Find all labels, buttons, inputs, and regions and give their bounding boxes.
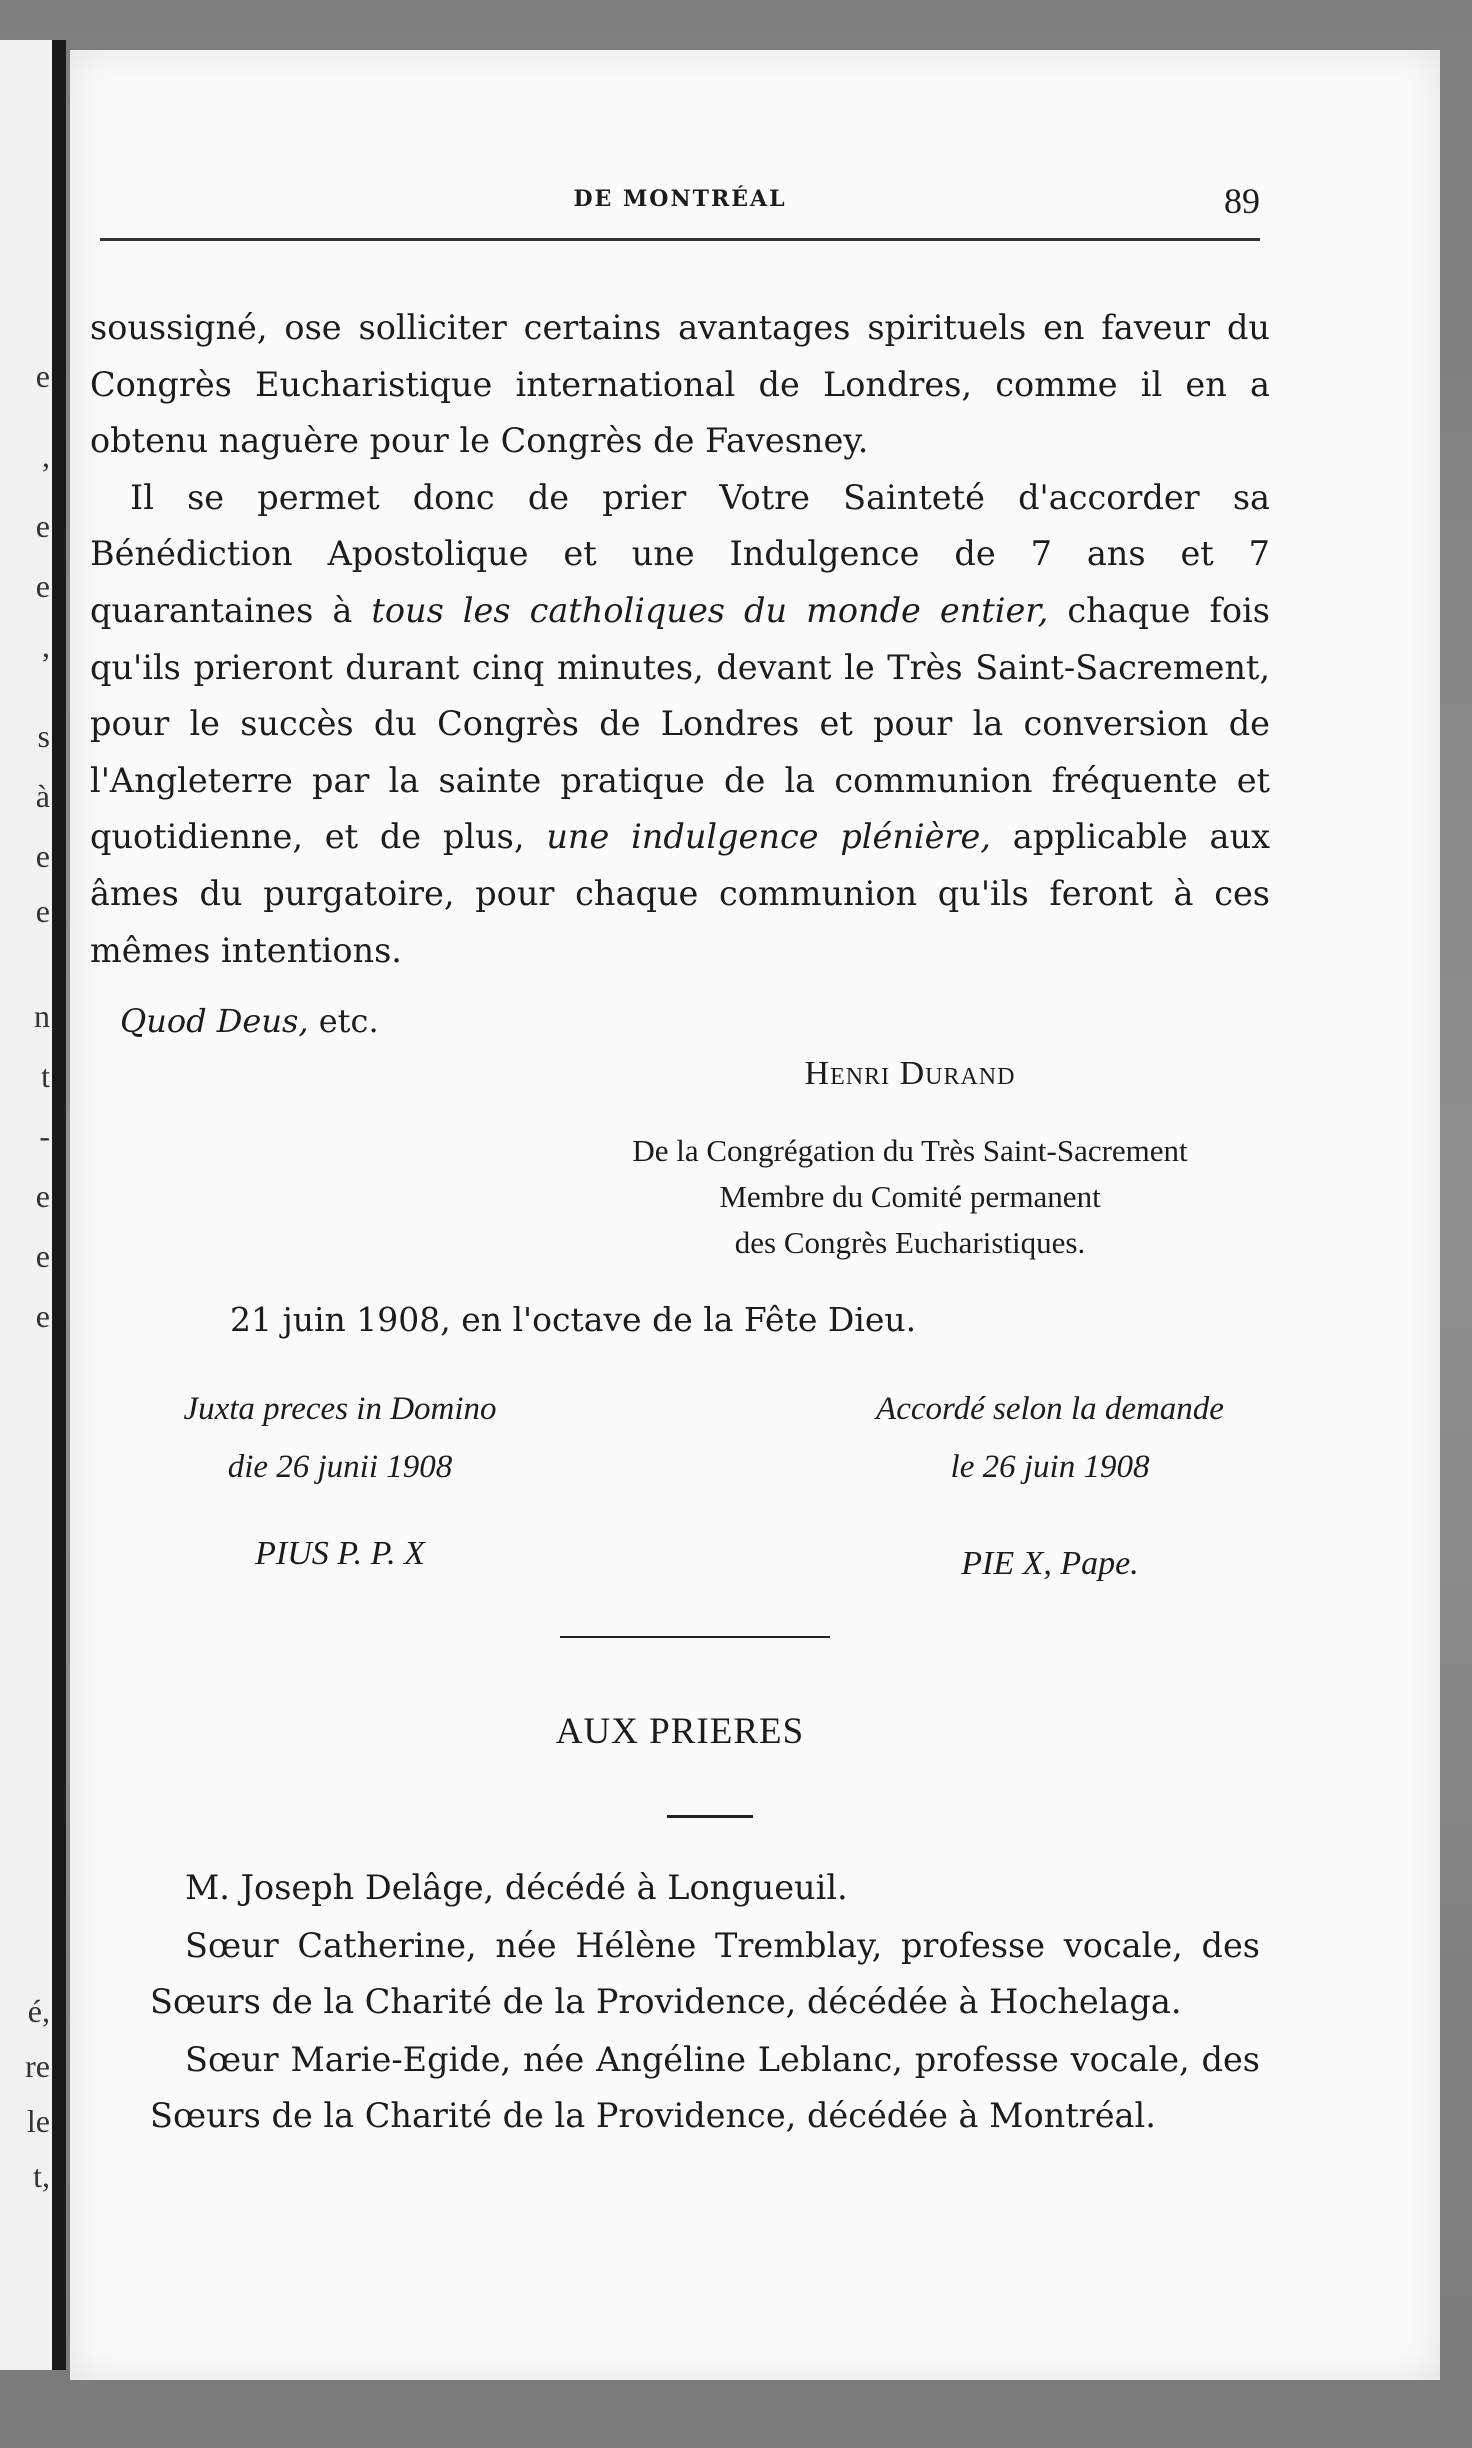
- text-run: etc.: [308, 1002, 379, 1040]
- prev-page-fragment: ,: [42, 438, 50, 474]
- running-head: [100, 180, 1260, 230]
- papal-rescript-french: [830, 1380, 1270, 1496]
- rescript-line: Juxta preces in Domino: [183, 1391, 497, 1427]
- section-heading: AUX PRIERES: [555, 1711, 805, 1752]
- rescript-line: die 26 junii 1908: [227, 1449, 453, 1485]
- affiliation-line: De la Congrégation du Très Saint-Sacrement: [632, 1133, 1188, 1168]
- prayer-entry: M. Joseph Delâge, décédé à Longueuil.: [185, 1868, 848, 1907]
- affiliation-line: des Congrès Eucharistiques.: [734, 1225, 1086, 1260]
- prev-page-fragment: e: [35, 568, 50, 604]
- prev-page-fragment: e: [35, 1178, 50, 1214]
- italic-run: tous les catholiques du monde entier,: [371, 590, 1049, 630]
- signer-name: Henri Durand: [804, 1055, 1016, 1092]
- running-title: DE MONTRÉAL: [573, 186, 787, 212]
- prev-page-fragment: e: [35, 893, 50, 929]
- text-run: applicable aux âmes du purgatoire, pour chaque communion qu'ils feront à ces mêmes intentions.: [90, 817, 1270, 970]
- prev-page-fragment: n: [34, 998, 50, 1034]
- prev-page-fragment: ,: [42, 628, 50, 664]
- papal-signature-latin: PIUS P. P. X: [255, 1535, 425, 1572]
- paragraph: soussigné, ose solliciter certains avantages spirituels en faveur du Congrès Eucharistique international de Londres, comme il en a obtenu naguère pour le Congrès de Favesney.: [90, 308, 1270, 461]
- prayer-list: [150, 1860, 1260, 2146]
- papal-rescript-latin: [130, 1380, 550, 1496]
- prev-page-fragment: à: [35, 778, 50, 814]
- prayer-entry: Sœur Marie-Egide, née Angéline Leblanc, professe vocale, des Sœurs de la Charité de la Providence, décédée à Montréal.: [150, 2040, 1260, 2135]
- prev-page-fragment: e: [35, 508, 50, 544]
- italic-run: une indulgence plénière,: [546, 817, 991, 857]
- signer-affiliation: [540, 1128, 1280, 1266]
- prev-page-fragment: e: [35, 1298, 50, 1334]
- prayer-entry: Sœur Catherine, née Hélène Tremblay, professe vocale, des Sœurs de la Charité de la Providence, décédée à Hochelaga.: [150, 1926, 1260, 2021]
- previous-page-edge: [0, 40, 66, 2370]
- page-number: 89: [1224, 181, 1260, 221]
- text-run: chaque fois qu'ils prieront durant cinq minutes, devant le Très Saint-Sacrement, pour le succès du Congrès de Londres et pour la conversion de l'Angleterre par la sainte pratique de la communion fréquente et quotidienne, et de plus,: [90, 590, 1270, 857]
- text-run: Il se permet donc de prier Votre Sainteté d'accorder sa Bénédiction Apostolique et une Indulgence de 7 ans et 7 quarantaines à: [90, 477, 1270, 630]
- rescript-line: Accordé selon la demande: [876, 1391, 1224, 1427]
- section-divider: [560, 1636, 830, 1638]
- prev-page-fragment: s: [37, 718, 50, 754]
- affiliation-line: Membre du Comité permanent: [719, 1179, 1101, 1214]
- prev-page-fragment: re: [25, 2048, 50, 2084]
- header-rule: [100, 238, 1260, 241]
- papal-signature-french: PIE X, Pape.: [961, 1545, 1139, 1582]
- prev-page-fragment: t,: [33, 2158, 50, 2194]
- prev-page-fragment: -: [39, 1118, 50, 1154]
- letter-date: 21 juin 1908, en l'octave de la Fête Dieu.: [230, 1300, 917, 1339]
- paragraph: [90, 470, 1270, 979]
- letter-body: [90, 300, 1270, 979]
- prev-page-fragment: e: [35, 838, 50, 874]
- prev-page-fragment: t: [41, 1058, 50, 1094]
- prev-page-fragment: e: [35, 358, 50, 394]
- italic-run: Quod Deus,: [120, 1002, 309, 1040]
- quod-deus-line: [120, 1002, 379, 1040]
- prev-page-fragment: e: [35, 1238, 50, 1274]
- rescript-line: le 26 juin 1908: [950, 1449, 1150, 1485]
- prev-page-fragment: é,: [27, 1993, 50, 2029]
- prev-page-fragment: le: [26, 2103, 50, 2139]
- heading-rule: [667, 1815, 753, 1818]
